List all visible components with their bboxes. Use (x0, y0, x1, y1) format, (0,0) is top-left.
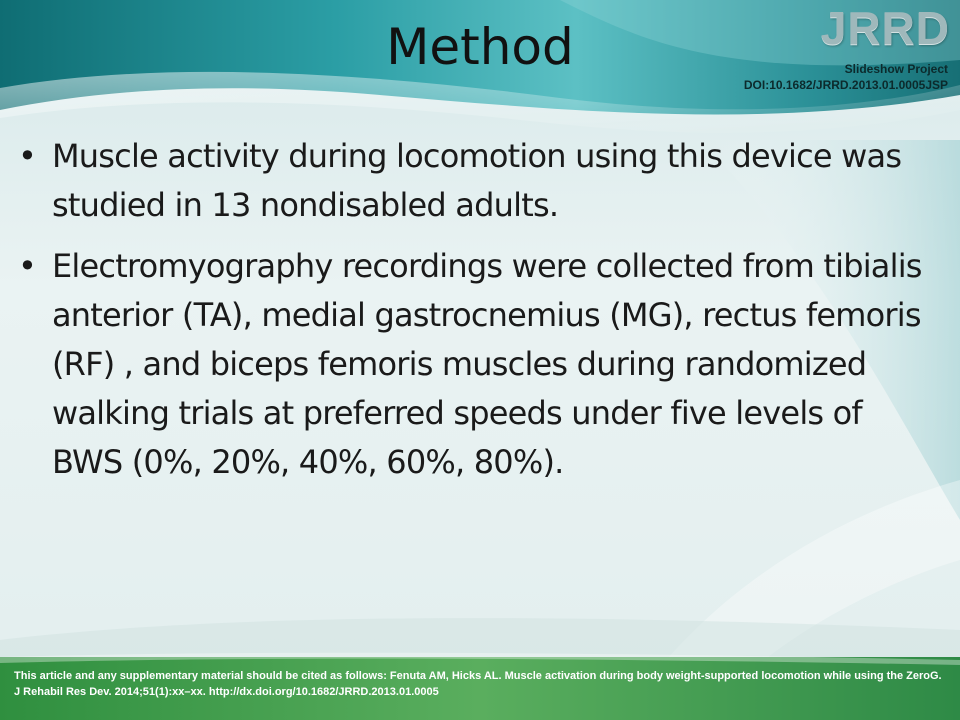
bullet-text: Electromyography recordings were collected from tibialis anterior (TA), medial gastrocnemius (MG), rectus femoris (RF) , and biceps femoris muscles during randomized walking trials at preferred speeds under five levels of BWS (0%, 20%, 40%, 60%, 80%). (52, 247, 922, 481)
slideshow-label: Slideshow Project (844, 62, 948, 76)
jrrd-logo: JRRD (820, 2, 950, 54)
citation-footer: This article and any supplementary material should be cited as follows: Fenuta AM, Hicks AL. Muscle activation during body weight-supported locomotion while using the ZeroG. J Rehabil Res Dev. 2014;51(1):xx–xx. http://dx.doi.org/10.1682/JRRD.2013.01.0005 (14, 670, 942, 698)
bullet-text: Muscle activity during locomotion using this device was studied in 13 nondisabled adults. (52, 137, 902, 224)
slide-title: Method (386, 18, 574, 76)
bullet-item (18, 242, 928, 487)
bullet-item (18, 132, 928, 230)
bullet-list (18, 132, 928, 499)
bullet-marker: • (18, 137, 37, 175)
bullet-marker: • (18, 247, 37, 285)
doi-label: DOI:10.1682/JRRD.2013.01.0005JSP (743, 78, 948, 92)
